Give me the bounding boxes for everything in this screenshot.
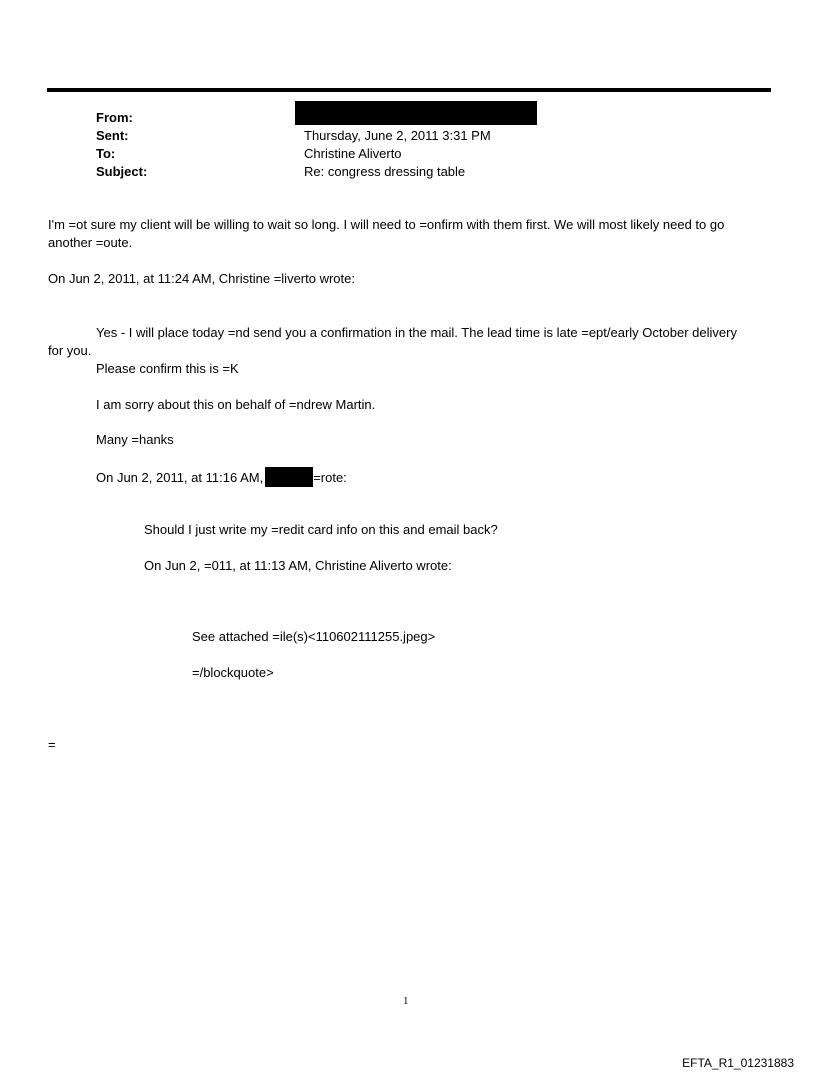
quoted-paragraph: Many =hanks xyxy=(96,432,174,447)
from-label: From: xyxy=(96,110,133,125)
redacted-sender xyxy=(295,101,537,125)
page-number: 1 xyxy=(403,995,409,1007)
message-paragraph: I'm =ot sure my client will be willing to wait so long. I will need to =onfirm with them first. We will most likely need to go another =oute. xyxy=(48,217,725,250)
attachment-line: See attached =ile(s)<110602111255.jpeg> xyxy=(192,629,436,644)
subject-value: Re: congress dressing table xyxy=(304,164,466,179)
quoted-line: Yes - I will place today =nd send you a confirmation in the mail. The lead time is late =ept/early October delivery xyxy=(96,325,737,340)
nested-quote-suffix: =rote: xyxy=(313,470,347,485)
redacted-name xyxy=(265,467,313,487)
nested-quoted-paragraph: Should I just write my =redit card info on this and email back? xyxy=(144,522,498,537)
nested-quote-header: On Jun 2, =011, at 11:13 AM, Christine Aliverto wrote: xyxy=(144,558,452,573)
quote-header: On Jun 2, 2011, at 11:24 AM, Christine =liverto wrote: xyxy=(48,271,355,286)
to-label: To: xyxy=(96,146,116,161)
sent-value: Thursday, June 2, 2011 3:31 PM xyxy=(304,128,491,143)
header-rule xyxy=(47,88,771,92)
nested-quote-header xyxy=(96,467,347,487)
document-id: EFTA_R1_01231883 xyxy=(682,1056,794,1070)
subject-label: Subject: xyxy=(96,164,148,179)
sent-label: Sent: xyxy=(96,128,129,143)
trailing-character: = xyxy=(48,737,56,752)
nested-quote-prefix: On Jun 2, 2011, at 11:16 AM, xyxy=(96,470,264,485)
to-value: Christine Aliverto xyxy=(304,146,402,161)
quoted-line: for you. xyxy=(48,343,92,358)
quoted-line: Please confirm this is =K xyxy=(96,361,239,376)
quoted-markup: =/blockquote> xyxy=(192,665,274,680)
quoted-paragraph: I am sorry about this on behalf of =ndrew Martin. xyxy=(96,397,376,412)
